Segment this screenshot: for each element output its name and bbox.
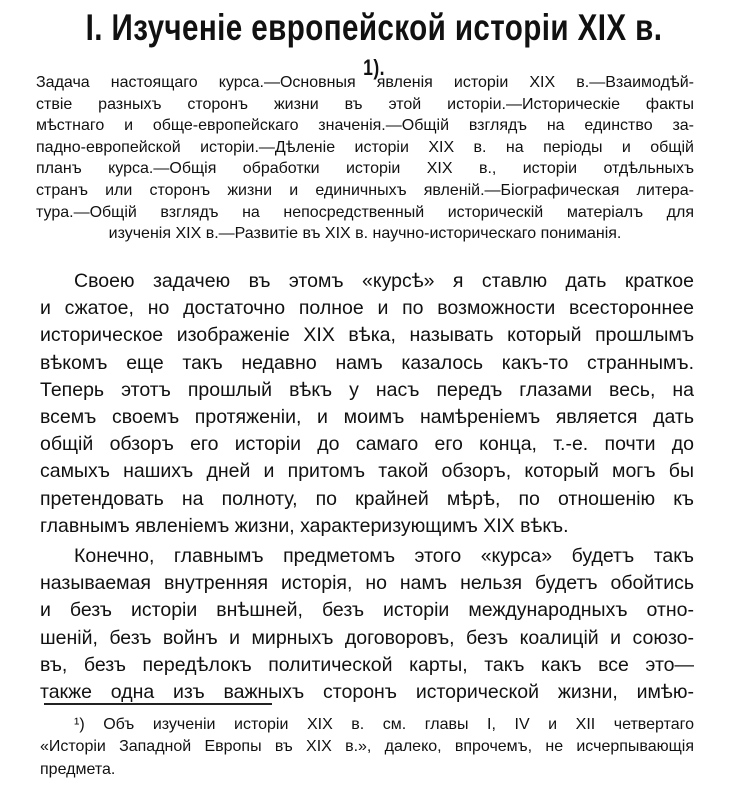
footnote-line: «Исторіи Западной Европы въ XIX в.», далеко, впрочемъ, не исчерпывающія bbox=[40, 738, 694, 756]
chapter-title-text: I. Изученіе европейской исторіи XIX в. bbox=[85, 7, 663, 48]
paragraph-2-line: также одна изъ важныхъ сторонъ исторической жизни, имѣю- bbox=[40, 681, 694, 704]
paragraph-2-line: Конечно, главнымъ предметомъ этого «курса» будетъ такъ bbox=[74, 545, 694, 568]
paragraph-2-line: шеній, безъ войнъ и мирныхъ договоровъ, безъ коалицій и союзо- bbox=[40, 626, 694, 649]
paragraph-2-line: называемая внутренняя исторія, но намъ нельзя будетъ обойтись bbox=[40, 572, 694, 595]
paragraph-2-line: и безъ исторіи внѣшней, безъ исторіи международныхъ отно- bbox=[40, 599, 694, 622]
paragraph-1-line: всемъ своемъ протяженіи, и моимъ намѣреніемъ является дать bbox=[40, 406, 694, 429]
body-text bbox=[40, 268, 694, 706]
footnote-line: предмета. bbox=[40, 760, 116, 778]
paragraph-1-line: и сжатое, но достаточно полное и по возможности всестороннее bbox=[40, 297, 694, 320]
paragraph-1-line: Своею задачею въ этомъ «курсѣ» я ставлю дать краткое bbox=[74, 270, 694, 292]
summary-line: мѣстнаго и обще-европейскаго значенія.—Общій взглядъ на единство за- bbox=[36, 117, 694, 135]
paragraph-1-line: общій обзоръ его исторіи до самаго его конца, т.-е. почти до bbox=[40, 433, 694, 456]
summary-line: тура.—Общій взглядъ на непосредственный историческій матеріалъ для bbox=[36, 203, 694, 221]
paragraph-2-line: въ, безъ передѣлокъ политической карты, такъ какъ все это— bbox=[40, 653, 694, 676]
chapter-summary bbox=[36, 72, 694, 245]
summary-line: изученія XIX в.—Развитіе въ XIX в. научно-историческаго пониманія. bbox=[108, 225, 622, 243]
summary-line: странъ или сторонъ жизни и единичныхъ явленій.—Біографическая литера- bbox=[36, 181, 694, 199]
footnote-reference-marker: 1). bbox=[363, 55, 385, 80]
footnote-line: ¹) Объ изученіи исторіи XIX в. см. главы I, IV и XII четвертаго bbox=[74, 716, 694, 733]
paragraph-1-line: претендовать на полноту, по крайней мѣрѣ, по отношенію къ bbox=[40, 487, 694, 510]
paragraph-1-line: историческое изображеніе XIX вѣка, называть который прошлымъ bbox=[40, 324, 694, 347]
summary-line: планъ курса.—Общія обработки исторіи XIX в., исторіи отдѣльныхъ bbox=[36, 160, 694, 178]
footnote-divider bbox=[44, 703, 272, 705]
summary-line: Задача настоящаго курса.—Основныя явленія исторіи XIX в.—Взаимодѣй- bbox=[36, 74, 694, 91]
paragraph-1-line: главнымъ явленіемъ жизни, характеризующимъ XIX вѣкъ. bbox=[40, 514, 569, 537]
summary-line: падно-европейской исторіи.—Дѣленіе исторіи XIX в. на періоды и общій bbox=[36, 138, 694, 156]
paragraph-1-line: Теперь этотъ прошлый вѣкъ у насъ передъ глазами весь, на bbox=[40, 378, 694, 401]
paragraph-1-line: вѣкомъ еще такъ недавно намъ казалось какъ-то страннымъ. bbox=[40, 351, 694, 374]
paragraph-1-line: самыхъ нашихъ дней и притомъ такой обзоръ, который могъ бы bbox=[40, 460, 694, 483]
summary-line: ствіе разныхъ сторонъ жизни въ этой исторіи.—Историческіе факты bbox=[36, 95, 694, 113]
footnotes bbox=[40, 714, 694, 781]
